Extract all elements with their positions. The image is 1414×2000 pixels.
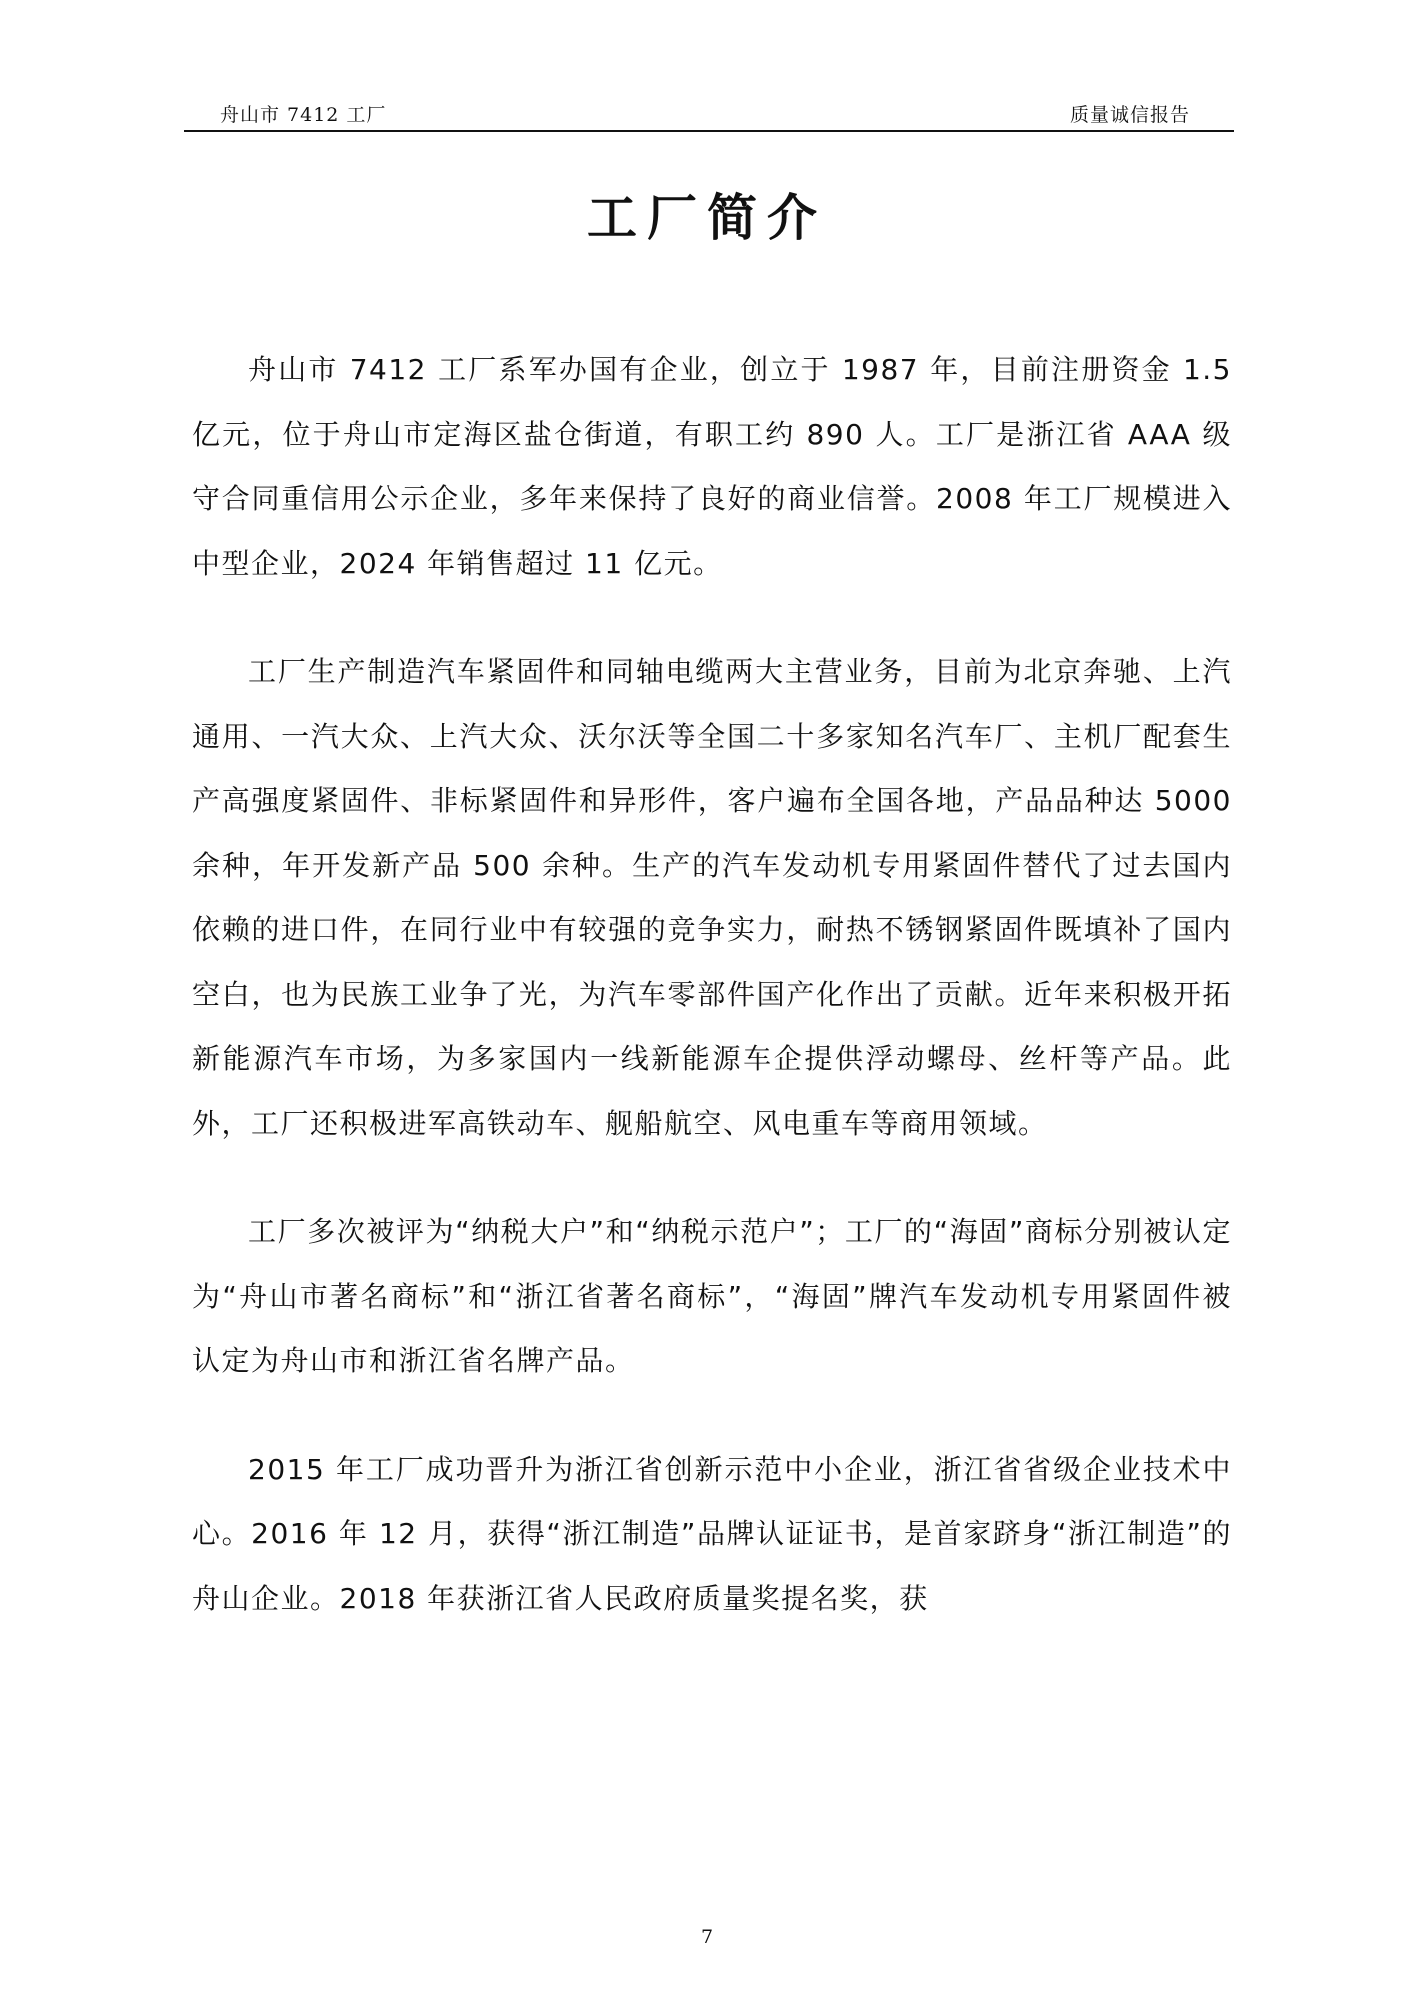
page-number: 7: [700, 1926, 714, 1948]
paragraph-main-business: 工厂生产制造汽车紧固件和同轴电缆两大主营业务，目前为北京奔驰、上汽通用、一汽大众、上汽大众、沃尔沃等全国二十多家知名汽车厂、主机厂配套生产高强度紧固件、非标紧固件和异形件，客户遍布全国各地，产品品种达 5000 余种，年开发新产品 500 余种。生产的汽车发动机专用紧固件替代了过去国内依赖的进口件，在同行业中有较强的竞争实力，耐热不锈钢紧固件既填补了国内空白，也为民族工业争了光，为汽车零部件国产化作出了贡献。近年来积极开拓新能源汽车市场，为多家国内一线新能源车企提供浮动螺母、丝杆等产品。此外，工厂还积极进军高铁动车、舰船航空、风电重车等商用领域。: [192, 655, 1232, 1140]
paragraph-achievements: 2015 年工厂成功晋升为浙江省创新示范中小企业，浙江省省级企业技术中心。2016 年 12 月，获得“浙江制造”品牌认证证书，是首家跻身“浙江制造”的舟山企业。2018 年获浙江省人民政府质量奖提名奖，获: [192, 1452, 1232, 1615]
paragraph-company-overview: 舟山市 7412 工厂系军办国有企业，创立于 1987 年，目前注册资金 1.5 亿元，位于舟山市定海区盐仓街道，有职工约 890 人。工厂是浙江省 AAA 级守合同重信用公示企业，多年来保持了良好的商业信誉。2008 年工厂规模进入中型企业，2024 年销售超过 11 亿元。: [192, 353, 1232, 580]
header-company-name: 舟山市 7412 工厂: [220, 104, 387, 126]
page-header: [184, 96, 1234, 132]
header-report-title: 质量诚信报告: [1069, 104, 1190, 126]
page-title: 工厂简介: [587, 189, 827, 247]
paragraph-honors: 工厂多次被评为“纳税大户”和“纳税示范户”；工厂的“海固”商标分别被认定为“舟山市著名商标”和“浙江省著名商标”，“海固”牌汽车发动机专用紧固件被认定为舟山市和浙江省名牌产品。: [192, 1215, 1232, 1377]
body-text: [192, 338, 1232, 1675]
